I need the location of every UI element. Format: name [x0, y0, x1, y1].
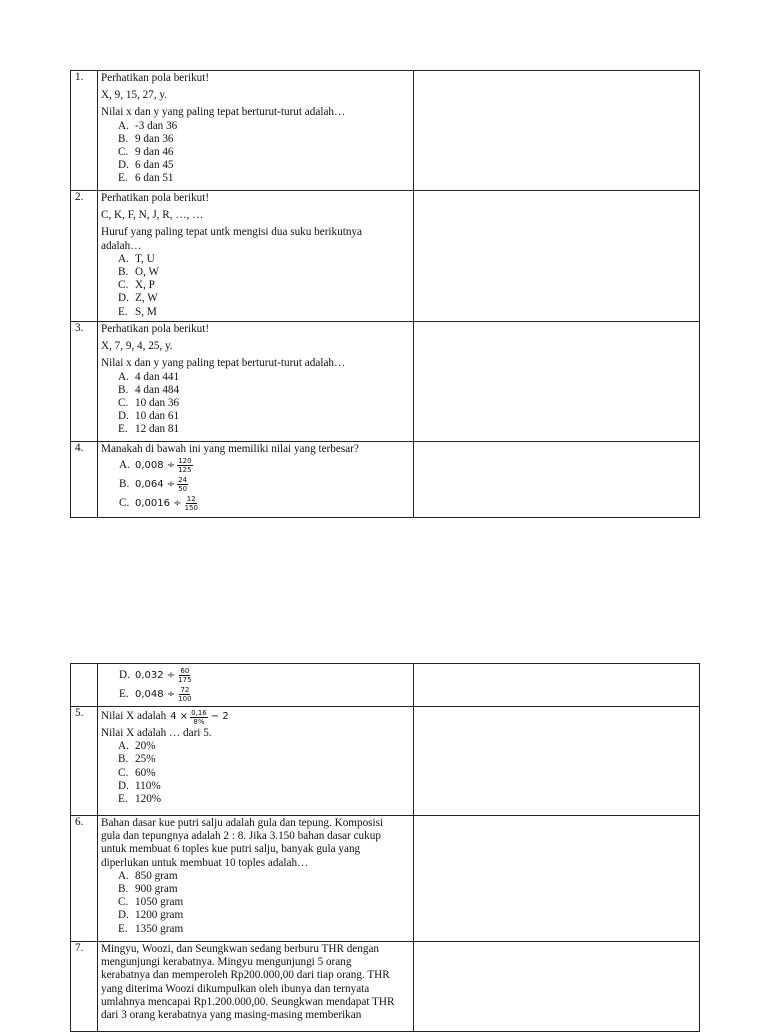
answer-option: B. 25%	[118, 753, 156, 766]
answer-option: C. 9 dan 46	[118, 146, 174, 159]
question-row-7	[71, 942, 700, 1032]
answer-option: C. 60%	[118, 766, 156, 779]
answer-option: E. 1350 gram	[118, 922, 184, 935]
answer-option: C. 0,0016 ÷ $\frac{12}{150}$	[119, 495, 198, 513]
question-number: 7.	[71, 942, 98, 1032]
answer-cell	[414, 942, 700, 1032]
question-line: Nilai x dan y yang paling tepat berturut-turut adalah…	[101, 357, 346, 370]
answer-option: D. Z, W	[118, 292, 158, 305]
answer-option: C. 1050 gram	[118, 896, 184, 909]
math-expression: 0,064 ÷ $\frac{24}{50}$	[135, 476, 188, 494]
fraction: $\frac{24}{50}$	[178, 476, 188, 494]
question-line: Nilai X adalah … dari 5.	[101, 727, 212, 739]
answer-option: D. 6 dan 45	[118, 159, 174, 172]
question-number	[71, 664, 98, 707]
question-number: 4.	[71, 442, 98, 518]
answer-option: E. 0,048 ÷ $\frac{72}{100}$	[119, 686, 192, 703]
answer-options	[101, 740, 410, 806]
question-row-4	[71, 442, 700, 518]
question-body	[98, 707, 414, 816]
answer-options	[101, 870, 410, 936]
question-line: Nilai X adalah 4 × $\frac{0,16}{8\%}$ − 2	[101, 708, 229, 726]
answer-cell	[414, 664, 700, 707]
answer-option: B. 9 dan 36	[118, 132, 174, 145]
question-line: yang diterima Woozi dikumpulkan oleh ibunya dan ternyata	[101, 982, 370, 995]
question-body	[98, 664, 414, 707]
question-number: 1.	[71, 71, 98, 191]
answer-cell	[414, 322, 700, 442]
question-line: Huruf yang paling tepat untk mengisi dua suku berikutnya adalah…	[101, 226, 362, 252]
question-body	[98, 442, 414, 518]
question-body	[98, 191, 414, 322]
math-expression: 0,048 ÷ $\frac{72}{100}$	[135, 686, 192, 703]
answer-option: A. 0,008 ÷ $\frac{120}{125}$	[119, 457, 192, 475]
answer-cell	[414, 816, 700, 942]
answer-option: E. 120%	[118, 793, 162, 806]
question-number: 2.	[71, 191, 98, 322]
question-row-5	[71, 707, 700, 816]
question-line: untuk membuat 6 toples kue putri salju, banyak gula yang	[101, 843, 361, 856]
question-line: X, 9, 15, 27, y.	[101, 89, 168, 102]
question-number: 3.	[71, 322, 98, 442]
question-row-1	[71, 71, 700, 191]
answer-options	[101, 120, 410, 186]
question-number: 5.	[71, 707, 98, 816]
question-line: diperlukan untuk membuat 10 toples adalah…	[101, 856, 309, 869]
answer-option: D. 110%	[118, 779, 161, 792]
math-expression: 0,032 ÷ $\frac{60}{175}$	[135, 667, 192, 684]
question-body	[98, 816, 414, 942]
question-line: Bahan dasar kue putri salju adalah gula dan tepung. Komposisi	[101, 817, 384, 829]
answer-option: C. X, P	[118, 279, 155, 292]
answer-options	[101, 456, 410, 513]
question-line: Perhatikan pola berikut!	[101, 323, 210, 335]
answer-option: A. 20%	[118, 740, 156, 753]
answer-option: E. 6 dan 51	[118, 172, 174, 185]
answer-option: A. 4 dan 441	[118, 370, 180, 383]
answer-option: A. 850 gram	[118, 869, 178, 882]
question-line: Perhatikan pola berikut!	[101, 72, 210, 84]
answer-option: B. 900 gram	[118, 883, 178, 896]
answer-option: D. 0,032 ÷ $\frac{60}{175}$	[119, 667, 192, 684]
fraction: $\frac{0,16}{8\%}$	[191, 708, 207, 726]
fraction: $\frac{60}{175}$	[178, 667, 192, 684]
question-line: gula dan tepungnya adalah 2 : 8. Jika 3.150 bahan dasar cukup	[101, 830, 381, 843]
question-line: kerabatnya dan memperoleh Rp200.000,00 dari tiap orang. THR	[101, 969, 390, 982]
question-line: Manakah di bawah ini yang memiliki nilai yang terbesar?	[101, 443, 359, 455]
answer-option: A. -3 dan 36	[118, 119, 178, 132]
question-body	[98, 942, 414, 1032]
question-row-2	[71, 191, 700, 322]
fraction: $\frac{72}{100}$	[178, 686, 192, 703]
question-line: Perhatikan pola berikut!	[101, 192, 210, 204]
answer-options	[101, 664, 410, 704]
answer-option: E. S, M	[118, 305, 157, 318]
fraction: $\frac{120}{125}$	[178, 457, 192, 475]
question-row-6	[71, 816, 700, 942]
answer-option: B. 0,064 ÷ $\frac{24}{50}$	[119, 476, 188, 494]
math-expression: 4 × $\frac{0,16}{8\%}$ − 2	[170, 708, 229, 726]
question-body	[98, 322, 414, 442]
answer-cell	[414, 71, 700, 191]
question-table-page1	[70, 70, 700, 518]
answer-option: A. T, U	[118, 252, 155, 265]
math-expression: 0,008 ÷ $\frac{120}{125}$	[135, 457, 192, 475]
answer-option: E. 12 dan 81	[118, 423, 180, 436]
answer-options	[101, 371, 410, 437]
answer-options	[101, 253, 410, 319]
answer-cell	[414, 191, 700, 322]
answer-option: C. 10 dan 36	[118, 397, 180, 410]
answer-option: B. 4 dan 484	[118, 383, 180, 396]
answer-cell	[414, 442, 700, 518]
question-row-4-continued	[71, 664, 700, 707]
question-table-page2	[70, 663, 700, 1032]
question-line: C, K, F, N, J, R, …, …	[101, 209, 204, 222]
question-line: mengunjungi kerabatnya. Mingyu mengunjungi 5 orang	[101, 956, 352, 969]
question-row-3	[71, 322, 700, 442]
answer-option: D. 10 dan 61	[118, 410, 180, 423]
answer-option: B. O, W	[118, 266, 160, 279]
math-expression: 0,0016 ÷ $\frac{12}{150}$	[135, 495, 198, 513]
question-line: Mingyu, Woozi, dan Seungkwan sedang berburu THR dengan	[101, 943, 380, 955]
question-line: Nilai x dan y yang paling tepat berturut-turut adalah…	[101, 106, 346, 119]
question-body	[98, 71, 414, 191]
fraction: $\frac{12}{150}$	[184, 495, 198, 513]
question-line: umlahnya mencapai Rp1.200.000,00. Seungkwan mendapat THR	[101, 995, 395, 1008]
question-number: 6.	[71, 816, 98, 942]
question-line: X, 7, 9, 4, 25, y.	[101, 340, 173, 353]
question-line: dari 3 orang kerabatnya yang masing-masing memberikan	[101, 1009, 362, 1022]
answer-cell	[414, 707, 700, 816]
answer-option: D. 1200 gram	[118, 909, 184, 922]
